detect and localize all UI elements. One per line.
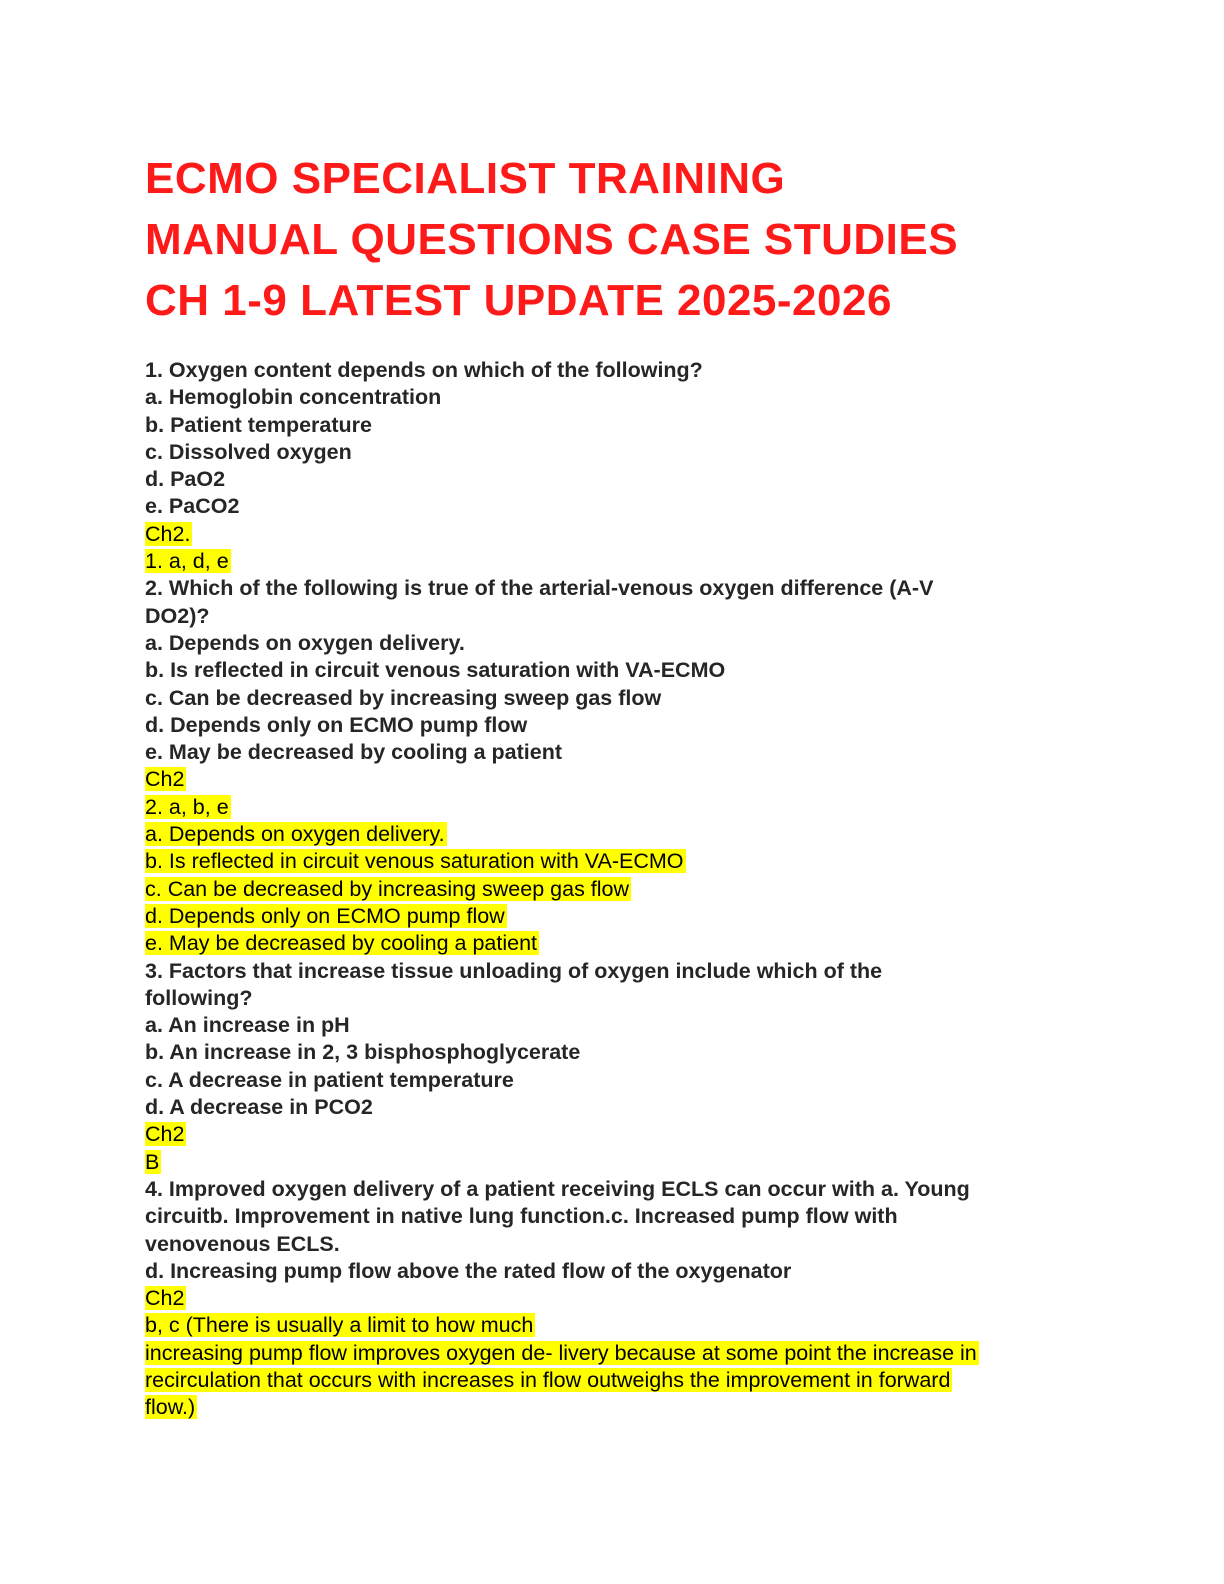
- question-text-line-2: circuitb. Improvement in native lung function.c. Increased pump flow with: [145, 1204, 898, 1229]
- question-text: 1. Oxygen content depends on which of the following?: [145, 358, 703, 382]
- answer-option-b: b. Is reflected in circuit venous saturation with VA-ECMO: [145, 849, 684, 874]
- answer-explanation-line-3: recirculation that occurs with increases in flow outweighs the improvement in forward: [145, 1367, 951, 1392]
- document-title: [145, 148, 1105, 331]
- answer-chapter: Ch2: [145, 767, 185, 792]
- questions-content: [145, 357, 1105, 1422]
- question-4: [145, 1176, 1105, 1422]
- option-c: c. Can be decreased by increasing sweep gas flow: [145, 685, 662, 710]
- question-2: [145, 575, 1105, 957]
- answer-key: B: [145, 1149, 160, 1174]
- answer-explanation-line-2: increasing pump flow improves oxygen de- livery because at some point the increase in: [145, 1340, 977, 1365]
- title-line-3: CH 1-9 LATEST UPDATE 2025-2026: [145, 276, 892, 325]
- question-text-line-2: following?: [145, 985, 253, 1010]
- question-text-line-3: venovenous ECLS.: [145, 1231, 340, 1256]
- option-a: a. An increase in pH: [145, 1013, 350, 1038]
- option-e: e. May be decreased by cooling a patient: [145, 740, 562, 765]
- question-3: [145, 958, 1105, 1176]
- question-text-line-1: 4. Improved oxygen delivery of a patient receiving ECLS can occur with a. Young: [145, 1176, 970, 1201]
- option-d: d. PaO2: [145, 467, 226, 492]
- option-d: d. Depends only on ECMO pump flow: [145, 712, 528, 737]
- answer-chapter: Ch2: [145, 1286, 185, 1311]
- question-text-line-1: 2. Which of the following is true of the arterial-venous oxygen difference (A-V: [145, 576, 934, 601]
- option-d: d. Increasing pump flow above the rated flow of the oxygenator: [145, 1258, 792, 1283]
- option-b: b. Is reflected in circuit venous saturation with VA-ECMO: [145, 658, 726, 683]
- option-a: a. Hemoglobin concentration: [145, 385, 442, 410]
- answer-explanation-line-1: b, c (There is usually a limit to how much: [145, 1313, 534, 1338]
- option-e: e. PaCO2: [145, 494, 240, 519]
- option-b: b. Patient temperature: [145, 412, 372, 437]
- option-a: a. Depends on oxygen delivery.: [145, 630, 465, 655]
- option-c: c. Dissolved oxygen: [145, 439, 352, 464]
- option-d: d. A decrease in PCO2: [145, 1095, 373, 1120]
- answer-option-c: c. Can be decreased by increasing sweep gas flow: [145, 876, 630, 901]
- question-text-line-1: 3. Factors that increase tissue unloading of oxygen include which of the: [145, 958, 883, 983]
- answer-chapter: Ch2.: [145, 521, 191, 546]
- document-page: [145, 148, 1105, 1422]
- answer-option-a: a. Depends on oxygen delivery.: [145, 822, 445, 847]
- title-line-1: ECMO SPECIALIST TRAINING: [145, 154, 786, 203]
- answer-chapter: Ch2: [145, 1122, 185, 1147]
- title-line-2: MANUAL QUESTIONS CASE STUDIES: [145, 215, 959, 264]
- answer-explanation-line-4: flow.): [145, 1395, 196, 1420]
- option-b: b. An increase in 2, 3 bisphosphoglycerate: [145, 1040, 581, 1065]
- option-c: c. A decrease in patient temperature: [145, 1067, 514, 1092]
- answer-key: 1. a, d, e: [145, 549, 229, 574]
- answer-option-e: e. May be decreased by cooling a patient: [145, 931, 538, 956]
- answer-option-d: d. Depends only on ECMO pump flow: [145, 903, 505, 928]
- question-text-line-2: DO2)?: [145, 603, 210, 628]
- answer-key: 2. a, b, e: [145, 794, 229, 819]
- question-1: [145, 357, 1105, 575]
